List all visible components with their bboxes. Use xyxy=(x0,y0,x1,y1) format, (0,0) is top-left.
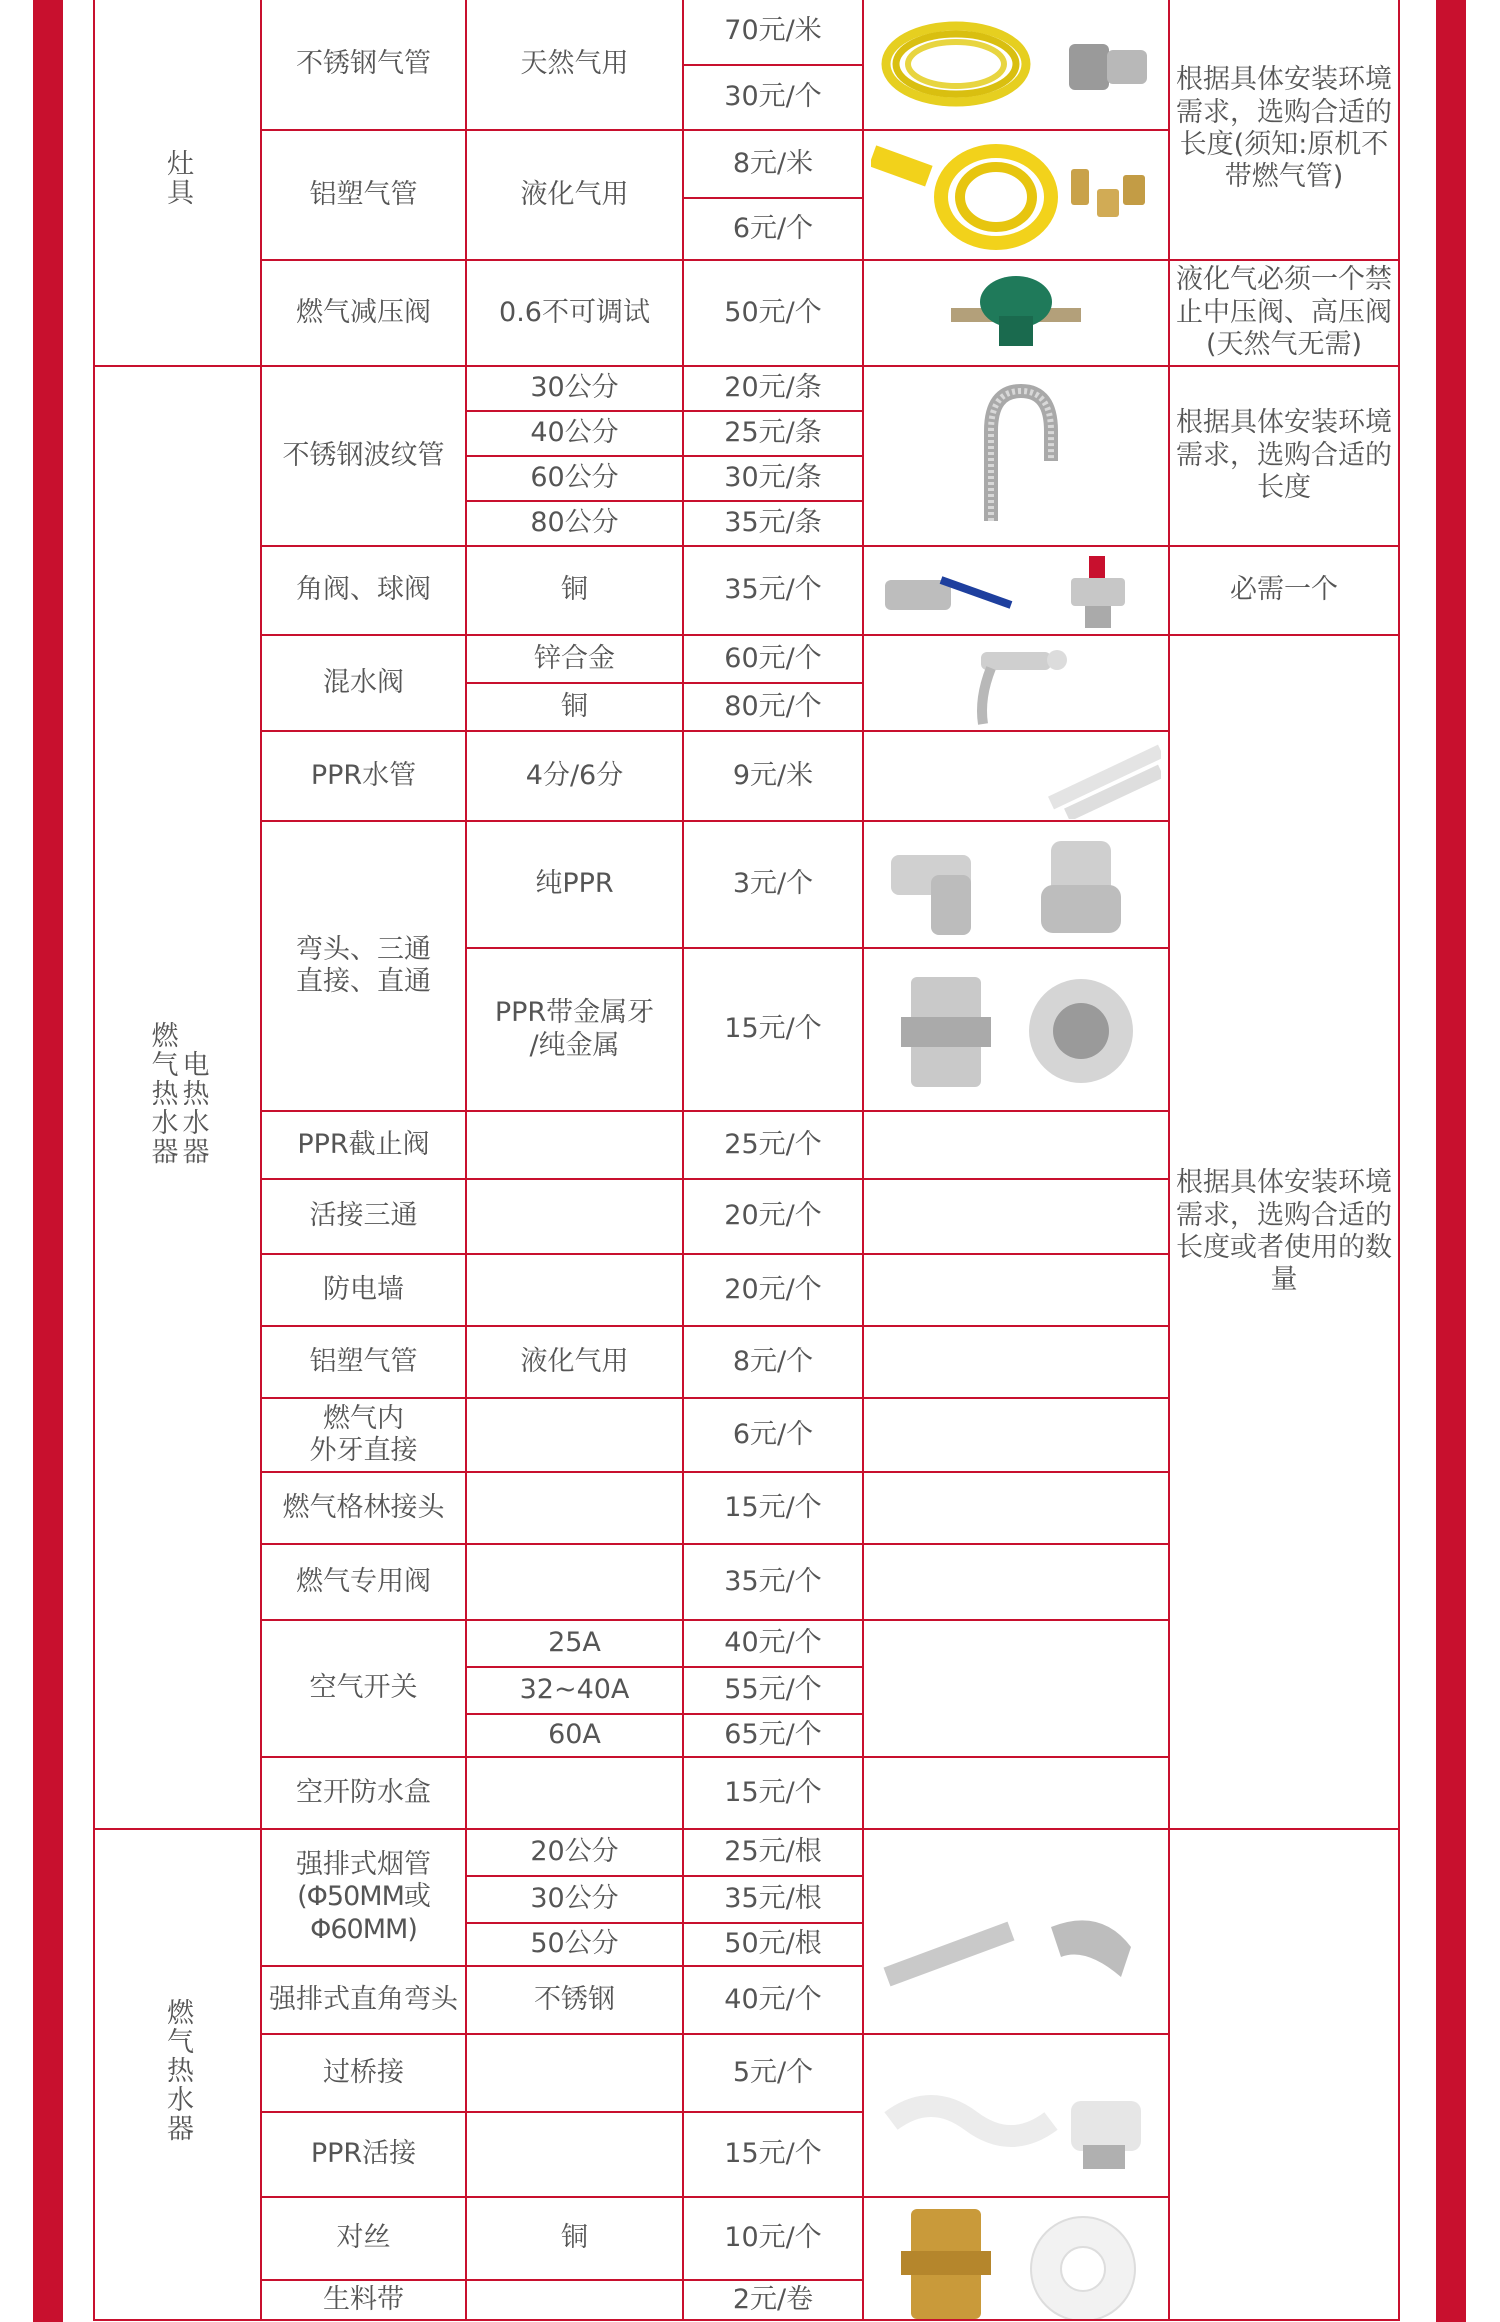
price-shield: 20元/个 xyxy=(683,1254,863,1326)
spec-flue-elbow: 不锈钢 xyxy=(466,1966,683,2034)
item-ss-gas-pipe: 不锈钢气管 xyxy=(261,0,466,130)
price-mixer-zinc: 60元/个 xyxy=(683,635,863,683)
spec-angle-valve: 铜 xyxy=(466,546,683,635)
ss-gas-pipe-image xyxy=(863,0,1169,130)
item-gas-green: 燃气格林接头 xyxy=(261,1472,466,1544)
price-angle-valve: 35元/个 xyxy=(683,546,863,635)
item-bridge: 过桥接 xyxy=(261,2034,466,2112)
empty-pic xyxy=(863,1398,1169,1472)
nipple-image xyxy=(863,2197,1169,2320)
price-bellows-30: 20元/条 xyxy=(683,366,863,411)
spec-breaker-32: 32~40A xyxy=(466,1667,683,1714)
price-gas-thread: 6元/个 xyxy=(683,1398,863,1472)
elbow-metal-line1: PPR带金属牙 xyxy=(494,997,655,1029)
empty-pic xyxy=(863,1179,1169,1254)
price-ss-gas-pipe-a: 70元/米 xyxy=(683,0,863,65)
price-bellows-80: 35元/条 xyxy=(683,501,863,546)
item-gas-thread xyxy=(261,1398,466,1472)
spec-mixer-zinc: 锌合金 xyxy=(466,635,683,683)
elbow-metal-line2: /纯金属 xyxy=(529,1029,620,1061)
price-ss-gas-pipe-b: 30元/个 xyxy=(683,65,863,130)
price-bridge: 5元/个 xyxy=(683,2034,863,2112)
spec-bridge xyxy=(466,2034,683,2112)
item-angle-valve: 角阀、球阀 xyxy=(261,546,466,635)
spec-tee xyxy=(466,1179,683,1254)
gas-thread-line1: 燃气内 xyxy=(323,1402,404,1434)
section-stove: 灶具 xyxy=(94,0,261,366)
spec-gas-valve2 xyxy=(466,1544,683,1620)
price-flue-elbow: 40元/个 xyxy=(683,1966,863,2034)
item-breaker: 空气开关 xyxy=(261,1620,466,1757)
item-al-gas-pipe2: 铝塑气管 xyxy=(261,1326,466,1398)
price-gas-green: 15元/个 xyxy=(683,1472,863,1544)
elbow-metal-image xyxy=(863,948,1169,1111)
spec-bellows-40: 40公分 xyxy=(466,411,683,456)
bellows-image xyxy=(863,366,1169,546)
gas-thread-line2: 外牙直接 xyxy=(309,1435,418,1466)
elbow-line1: 弯头、三通 xyxy=(296,933,431,965)
spec-gas-green xyxy=(466,1472,683,1544)
section-electric-gas-heater: 燃气热水器电热水器 xyxy=(94,366,261,1829)
price-mixer-copper: 80元/个 xyxy=(683,683,863,731)
ppr-bridge-icon xyxy=(871,2041,1161,2191)
empty-pic xyxy=(863,1544,1169,1620)
item-ppr-stop: PPR截止阀 xyxy=(261,1111,466,1179)
spec-ppr-union xyxy=(466,2112,683,2197)
spec-breaker-60: 60A xyxy=(466,1714,683,1757)
accessory-price-table xyxy=(93,0,1400,2321)
price-waterproof-box: 15元/个 xyxy=(683,1757,863,1829)
price-tape: 2元/卷 xyxy=(683,2280,863,2320)
empty-pic xyxy=(863,1757,1169,1829)
note-general: 根据具体安装环境需求，选购合适的长度或者使用的数量 xyxy=(1169,635,1399,1829)
tee-fitting-icon xyxy=(871,825,1161,945)
item-shield: 防电墙 xyxy=(261,1254,466,1326)
elbow-ppr-image xyxy=(863,821,1169,948)
pressure-regulator-icon xyxy=(871,268,1161,358)
price-gas-valve2: 35元/个 xyxy=(683,1544,863,1620)
spec-ss-gas-pipe: 天然气用 xyxy=(466,0,683,130)
mixer-image xyxy=(863,635,1169,731)
item-flue xyxy=(261,1829,466,1966)
gas-valve-image xyxy=(863,260,1169,366)
hex-nipple-icon xyxy=(871,955,1161,1105)
item-tee: 活接三通 xyxy=(261,1179,466,1254)
spec-ppr-stop xyxy=(466,1111,683,1179)
item-gas-valve: 燃气减压阀 xyxy=(261,260,466,366)
brass-nipple-icon xyxy=(871,2199,1161,2319)
price-bellows-40: 25元/条 xyxy=(683,411,863,456)
price-breaker-25: 40元/个 xyxy=(683,1620,863,1667)
spec-al-gas-pipe: 液化气用 xyxy=(466,130,683,260)
note-empty xyxy=(1169,1829,1399,2320)
item-tape: 生料带 xyxy=(261,2280,466,2320)
mixer-tap-icon xyxy=(871,638,1161,728)
spec-shield xyxy=(466,1254,683,1326)
spec-flue-20: 20公分 xyxy=(466,1829,683,1876)
spec-gas-thread xyxy=(466,1398,683,1472)
price-flue-50: 50元/根 xyxy=(683,1923,863,1966)
price-tee: 20元/个 xyxy=(683,1179,863,1254)
spec-bellows-30: 30公分 xyxy=(466,366,683,411)
price-ppr-pipe: 9元/米 xyxy=(683,731,863,821)
price-elbow-ppr: 3元/个 xyxy=(683,821,863,948)
al-gas-pipe-image xyxy=(863,130,1169,260)
price-flue-30: 35元/根 xyxy=(683,1876,863,1923)
price-breaker-32: 55元/个 xyxy=(683,1667,863,1714)
ball-valve-icon xyxy=(871,550,1161,632)
section-gas-heater: 燃气热水器 xyxy=(94,1829,261,2320)
note-bellows: 根据具体安装环境需求，选购合适的长度 xyxy=(1169,366,1399,546)
price-al-gas-pipe2: 8元/个 xyxy=(683,1326,863,1398)
empty-pic xyxy=(863,1254,1169,1326)
item-nipple: 对丝 xyxy=(261,2197,466,2280)
right-red-border xyxy=(1436,0,1466,2322)
item-mixer: 混水阀 xyxy=(261,635,466,731)
spec-flue-50: 50公分 xyxy=(466,1923,683,1966)
item-elbow xyxy=(261,821,466,1111)
spec-mixer-copper: 铜 xyxy=(466,683,683,731)
left-red-border xyxy=(33,0,63,2322)
item-waterproof-box: 空开防水盒 xyxy=(261,1757,466,1829)
price-bellows-60: 30元/条 xyxy=(683,456,863,501)
item-gas-valve2: 燃气专用阀 xyxy=(261,1544,466,1620)
price-elbow-metal: 15元/个 xyxy=(683,948,863,1111)
empty-pic xyxy=(863,1472,1169,1544)
empty-pic xyxy=(863,1326,1169,1398)
spec-tape xyxy=(466,2280,683,2320)
spec-breaker-25: 25A xyxy=(466,1620,683,1667)
item-ppr-pipe: PPR水管 xyxy=(261,731,466,821)
flue-pipe-icon xyxy=(871,1857,1161,2007)
empty-pic xyxy=(863,1620,1169,1757)
spec-elbow-metal xyxy=(466,948,683,1111)
item-bellows: 不锈钢波纹管 xyxy=(261,366,466,546)
spec-elbow-ppr: 纯PPR xyxy=(466,821,683,948)
price-flue-20: 25元/根 xyxy=(683,1829,863,1876)
spec-gas-valve: 0.6不可调试 xyxy=(466,260,683,366)
flue-image xyxy=(863,1829,1169,2034)
price-breaker-60: 65元/个 xyxy=(683,1714,863,1757)
spec-al-gas-pipe2: 液化气用 xyxy=(466,1326,683,1398)
price-ppr-union: 15元/个 xyxy=(683,2112,863,2197)
spec-ppr-pipe: 4分/6分 xyxy=(466,731,683,821)
item-ppr-union: PPR活接 xyxy=(261,2112,466,2197)
angle-valve-image xyxy=(863,546,1169,635)
item-al-gas-pipe: 铝塑气管 xyxy=(261,130,466,260)
item-flue-elbow: 强排式直角弯头 xyxy=(261,1966,466,2034)
ppr-pipes-icon xyxy=(871,733,1161,819)
spec-nipple: 铜 xyxy=(466,2197,683,2280)
ppr-pipe-image xyxy=(863,731,1169,821)
spec-waterproof-box xyxy=(466,1757,683,1829)
price-al-gas-pipe-a: 8元/米 xyxy=(683,130,863,198)
elbow-line2: 直接、直通 xyxy=(296,966,431,997)
note-gas-valve: 液化气必须一个禁止中压阀、高压阀(天然气无需) xyxy=(1169,260,1399,366)
ss-gas-hose-icon xyxy=(871,4,1161,124)
bridge-image xyxy=(863,2034,1169,2197)
corrugated-hose-icon xyxy=(871,381,1161,531)
spec-bellows-80: 80公分 xyxy=(466,501,683,546)
spec-bellows-60: 60公分 xyxy=(466,456,683,501)
flue-line2: (Φ50MM或Φ60MM) xyxy=(297,1881,430,1945)
empty-pic xyxy=(863,1111,1169,1179)
price-nipple: 10元/个 xyxy=(683,2197,863,2280)
price-ppr-stop: 25元/个 xyxy=(683,1111,863,1179)
price-al-gas-pipe-b: 6元/个 xyxy=(683,198,863,260)
yellow-gas-hose-icon xyxy=(871,135,1161,255)
spec-flue-30: 30公分 xyxy=(466,1876,683,1923)
price-gas-valve: 50元/个 xyxy=(683,260,863,366)
note-angle-valve: 必需一个 xyxy=(1169,546,1399,635)
flue-line1: 强排式烟管 xyxy=(296,1848,431,1880)
note-gas-pipe: 根据具体安装环境需求，选购合适的长度(须知:原机不带燃气管) xyxy=(1169,0,1399,260)
